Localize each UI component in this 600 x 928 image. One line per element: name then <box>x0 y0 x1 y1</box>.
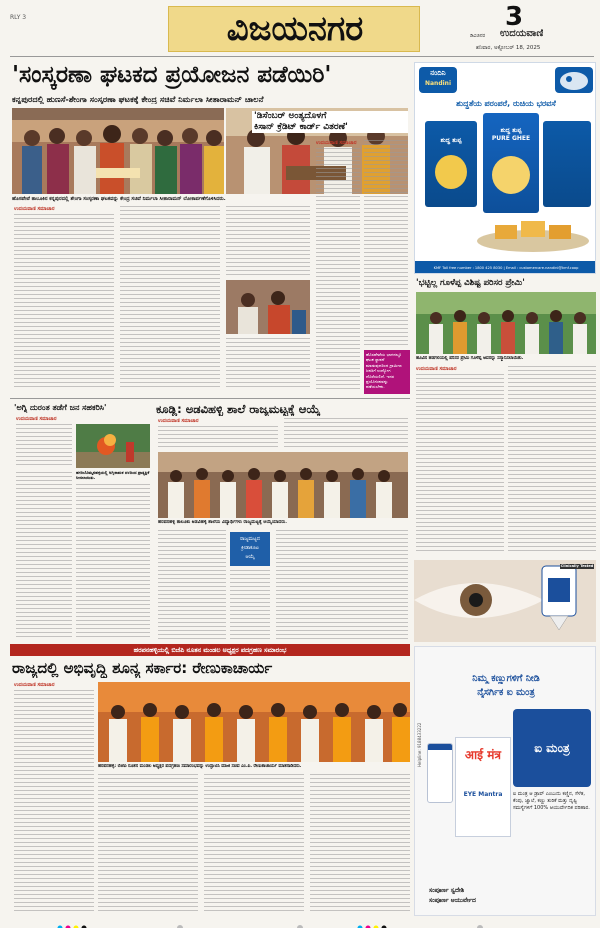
pullquote-text: ಹೊಸಪೇಟೆಯ ಭಾಗದಲ್ಲೂ ಘಟಕ ಸ್ಥಾಪನೆ ಮಾಡುವುದರಿಂದ ಗ್ರಾಮೀಣ ಜನರಿಗೆ ಉದ್ಯೋಗ ದೊರೆಯಲಿದೆ. ಇದರ ಪ್ರಯೋಜನವನ್ನು ಪಡೆಯಬೇಕು. <box>366 352 402 390</box>
kudligi-text-top-2 <box>284 418 408 448</box>
nandini-brand-en: Nandini <box>424 80 452 87</box>
nandini-brand-kn: ನಂದಿನಿ <box>430 69 446 77</box>
kudligi-headline: ಕೂಡ್ಲಿ: ಅಡವಿಹಳ್ಳಿ ಶಾಲೆ ರಾಜ್ಯಮಟ್ಟಕ್ಕೆ ಆಯ್ಕೆ <box>156 402 321 416</box>
kcc-text-col-2 <box>364 140 408 348</box>
lead-headline: 'ಸಂಸ್ಕರಣಾ ಘಟಕದ ಪ್ರಯೋಜನ ಪಡೆಯಿರಿ' <box>12 62 332 88</box>
eye-mantra-box-en: EYE Mantra <box>463 791 503 798</box>
masthead-rule <box>10 56 594 57</box>
lead-inline-photo <box>226 280 310 334</box>
lead-text-col-2 <box>120 206 220 390</box>
kudligi-text-top-1 <box>158 426 278 448</box>
kcc-byline: ಉದಯವಾಣಿ ಸಮಾಚಾರ <box>316 140 357 146</box>
bottom-kicker: ಹರಪನಹಳ್ಳಿಯಲ್ಲಿ ಬಿಜೆಪಿ ನೂತನ ಮಂಡಲ ಅಧ್ಯಕ್ಷರ ಪದಗ್ರಹಣ ಸಮಾರಂಭ <box>10 644 410 656</box>
page-code: RLY 3 <box>10 14 27 21</box>
bottom-text-col-2 <box>98 774 198 914</box>
nandini-logo <box>419 67 457 93</box>
eye-mantra-headline-2: ನೈಸರ್ಗಿಕ ಐ ಮಂತ್ರ <box>477 687 535 698</box>
fire-text-col-1 <box>16 424 72 468</box>
kcc-text-col-1 <box>316 148 360 390</box>
nandini-product-pack-2 <box>483 113 539 213</box>
eye-mantra-headline-1: ನಿಮ್ಮ ಕಣ್ಣುಗಳಿಗೆ ನೀಡಿ <box>472 673 540 684</box>
right-story-col-1 <box>416 374 504 554</box>
bottom-text-col-3 <box>204 774 304 914</box>
kudligi-byline: ಉದಯವಾಣಿ ಸಮಾಚಾರ <box>158 418 199 424</box>
fire-headline: 'ಅಗ್ನಿ ದುರಂತ ತಡೆಗೆ ಜನ ಸಹಕರಿಸಿ' <box>14 403 107 412</box>
nandini-tagline: ಶುದ್ಧತೆಯ ಪರಂಪರೆ, ರುಚಿಯ ಭರವಸೆ <box>456 99 556 108</box>
eye-mantra-box-hi: आई मंत्र <box>464 748 502 762</box>
blue-box <box>230 532 270 566</box>
section-rule-1 <box>10 398 410 399</box>
fire-photo-caption: ಹಗರಿಬೊಮ್ಮನಹಳ್ಳಿಯಲ್ಲಿ ಅಗ್ನಿಶಾಮಕ ದಳದಿಂದ ಪ್ರಾತ್ಯಕ್ಷಿಕೆ ನೀಡಲಾಯಿತು. <box>76 470 150 480</box>
bottom-text-col-4 <box>310 774 410 914</box>
lead-subhead: ಕನ್ನಪುರದಲ್ಲಿ ಹುಣಸೆ-ಶೇಂಗಾ ಸಂಸ್ಕರಣಾ ಘಟಕಕ್ಕೆ ಕೇಂದ್ರ ಸಚಿವೆ ನಿರ್ಮಲಾ ಸೀತಾರಾಮನ್ ಚಾಲನೆ <box>12 94 264 104</box>
bottom-photo-caption: ಹರಪನಹಳ್ಳಿ: ಬಿಜೆಪಿ ನೂತನ ಮಂಡಲ ಅಧ್ಯಕ್ಷರ ಪದಗ್ರಹಣ ಸಮಾರಂಭವನ್ನು ಉದ್ಘಾಟಿಸಿ ಮಾಜಿ ಸಚಿವ ಎಂ.ಪಿ. ರೇಣುಕಾಚಾರ್ಯ ಮಾತನಾಡಿದರು. <box>98 764 302 769</box>
lead-text-col-3 <box>226 206 310 276</box>
paper-prefix: ಡಿವಿಜಿನರ <box>470 33 486 39</box>
pullquote-box <box>364 350 410 394</box>
lead-byline: ಉದಯವಾಣಿ ಸಮಾಚಾರ <box>14 206 55 212</box>
lead-text-col-1 <box>14 214 114 390</box>
eye-drop-ad-top <box>414 560 596 642</box>
lead-photo-caption: ಹೊಸಪೇಟೆ ತಾಲೂಕಿನ ಕನ್ನಪುರದಲ್ಲಿ ಶೇಂಗಾ ಸಂಸ್ಕರಣಾ ಘಟಕವನ್ನು ಕೇಂದ್ರ ಸಚಿವೆ ನಿರ್ಮಲಾ ಸೀತಾರಾಮನ್ ಲೋಕಾರ್ಪಣೆಗೊಳಿಸಿದರು. <box>12 196 226 202</box>
kudligi-text-col-3 <box>276 530 408 640</box>
bottom-text-col-1 <box>14 690 94 914</box>
blue-box-line2: ಕ್ರೀಡಾಕೂಟ <box>241 545 259 551</box>
right-story-headline: 'ಭಟ್ಟಿಲ್ಲ ಗೂಳೆಪ್ಪ ವಿಶಿಷ್ಟ ಪರಿಸರ ಪ್ರೇಮಿ' <box>416 278 525 288</box>
kcc-headline-line2: ಕಿಸಾನ್ ಕ್ರೆಡಿಟ್ ಕಾರ್ಡ್ ವಿತರಣೆ' <box>252 122 408 133</box>
kudligi-text-col-1 <box>158 530 226 640</box>
blue-box-line1: ರಾಜ್ಯಮಟ್ಟದ <box>239 536 261 542</box>
date-line: ಶನಿವಾರ, ಅಕ್ಟೋಬರ್ 18, 2025 <box>476 45 541 51</box>
right-story-col-2 <box>508 366 596 554</box>
page-number: 3 <box>505 3 524 31</box>
registration-marks <box>0 918 600 928</box>
eye-mantra-logo-text: ಐ ಮಂತ್ರ <box>534 741 570 755</box>
fire-text-col-2 <box>16 472 72 640</box>
right-story-byline: ಉದಯವಾಣಿ ಸಮಾಚಾರ <box>416 366 457 372</box>
lead-text-col-3b <box>226 338 310 390</box>
section-title: ವಿಜಯನಗರ <box>226 9 364 49</box>
fire-photo <box>76 424 150 468</box>
kudligi-photo-caption: ಹರಪನಹಳ್ಳಿ ತಾಲೂಕು ಅಡವಿಹಳ್ಳಿ ಶಾಲೆಯ ವಿದ್ಯಾರ್ಥಿಗಳು ರಾಜ್ಯಮಟ್ಟಕ್ಕೆ ಆಯ್ಕೆಯಾದರು. <box>158 520 287 525</box>
bottom-byline: ಉದಯವಾಣಿ ಸಮಾಚಾರ <box>14 682 55 688</box>
eye-mantra-ad <box>414 646 596 916</box>
paper-name: ಉದಯವಾಣಿ <box>500 28 544 39</box>
fire-text-col-3 <box>76 484 150 640</box>
eye-mantra-bottle <box>427 743 453 803</box>
eye-mantra-logo <box>513 709 591 787</box>
nandini-logo-2 <box>555 67 593 93</box>
kudligi-text-col-2 <box>230 570 270 640</box>
nandini-pack-1-label: ಶುದ್ಧ ತುಪ್ಪ <box>440 137 462 144</box>
right-story-photo <box>416 292 596 354</box>
blue-box-line3: ಆಯ್ಕೆ <box>245 554 255 560</box>
eye-mantra-box <box>455 737 511 837</box>
eye-mantra-footer-1: ಸಂಪೂರ್ಣ ಸ್ವದೇಶಿ <box>429 887 465 894</box>
nandini-sweets-plate <box>475 213 591 253</box>
nandini-footer: KMF Toll free number : 1800 425 8030 | Email : customercare.nandini@kmf.coop <box>415 261 596 274</box>
eye-mantra-body: ಐ ಮಂತ್ರ ಆ ಡ್ರಾಪ್ ಎಂಬುದು ಕಣ್ಣಿನ, ಸೆಳೆತ, ಕೆಂಪು, ಜ್ವಾಲೆ, ಕಣ್ಣು ತುರಿಕೆ ಮತ್ತು ದೃಷ್ಟಿ ಸಮಸ್ಯೆಗಳಿಗೆ 100% ಆಯುರ್ವೇದಿಕ ಪರಿಹಾರ. <box>513 791 590 811</box>
nandini-product-pack-1 <box>425 121 477 207</box>
eye-mantra-helpline: Helpline: 9188433222 <box>417 722 422 767</box>
eye-mantra-footer-2: ಸಂಪೂರ್ಣ ಆಯುರ್ವೇದ <box>429 897 476 904</box>
kudligi-photo <box>158 452 408 518</box>
bottom-photo <box>98 682 410 762</box>
fire-byline: ಉದಯವಾಣಿ ಸಮಾಚಾರ <box>16 416 57 422</box>
bottom-headline: ರಾಜ್ಯದಲ್ಲಿ ಅಭಿವೃದ್ಧಿ ಶೂನ್ಯ ಸರ್ಕಾರ: ರೇಣುಕಾಚಾರ್ಯ <box>12 659 273 677</box>
lead-photo <box>12 108 224 194</box>
nandini-product-pack-3 <box>543 121 591 207</box>
nandini-ad <box>414 62 596 274</box>
kcc-headline: 'ಡಿಸೆಂಬರ್ ಅಂತ್ಯದೊಳಗೆ <box>252 111 408 122</box>
nandini-pack-2-label-kn: ಶುದ್ಧ ತುಪ್ಪ <box>500 127 522 134</box>
right-story-caption: ಹೂವಿನ ಹಡಗಲಿಯಲ್ಲಿ ಪರಿಸರ ಪ್ರೇಮಿ ಗೂಳೆಪ್ಪ ಅವರನ್ನು ಸನ್ಮಾನಿಸಲಾಯಿತು. <box>416 356 524 361</box>
nandini-pack-2-label-en: PURE GHEE <box>491 135 531 142</box>
clinically-tested-badge: Clinically Tested <box>560 564 594 568</box>
